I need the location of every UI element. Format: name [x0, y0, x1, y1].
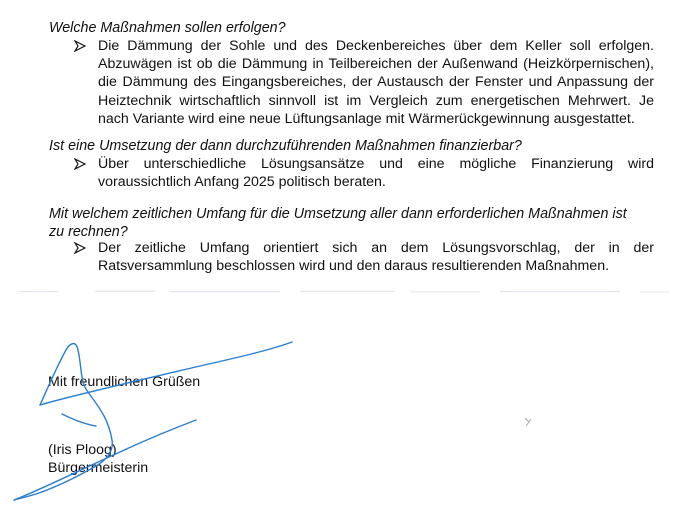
- question-2-line-1: Ist eine Umsetzung der dann durchzuführenden Maßnahmen finanzierbar?: [49, 138, 522, 154]
- answer-3-text: [98, 239, 654, 275]
- answer-3-line-1: Der zeitliche Umfang orientiert sich an dem Lösungsvorschlag, der in der: [98, 240, 654, 256]
- answer-1-line-2: Abzuwägen ist ob die Dämmung in Teilbereichen der Außenwand (Heizkörpernischen),: [98, 56, 654, 73]
- question-1: [49, 19, 661, 37]
- arrowhead-bullet-icon: [74, 40, 86, 52]
- signer-title: Bürgermeisterin: [48, 460, 149, 476]
- closing-greeting: Mit freundlichen Grüßen: [48, 374, 201, 390]
- question-3: [49, 205, 661, 242]
- answer-1-text: [98, 37, 654, 128]
- answer-1-line-5: nach Variante wird eine neue Lüftungsanlage mit Wärmerückgewinnung ausgestattet.: [98, 110, 635, 127]
- answer-2-line-1: Über unterschiedliche Lösungsansätze und eine mögliche Finanzierung wird: [98, 156, 654, 172]
- question-1-line-1: Welche Maßnahmen sollen erfolgen?: [49, 20, 286, 36]
- arrowhead-bullet-icon: [74, 158, 86, 170]
- question-3-line-1: Mit welchem zeitlichen Umfang für die Umsetzung aller dann erforderlichen Maßnahmen ist: [49, 206, 627, 222]
- signer-name: (Iris Ploog): [48, 442, 117, 458]
- arrowhead-bullet-icon: [74, 242, 86, 254]
- question-3-line-2: zu rechnen?: [49, 224, 128, 241]
- answer-3-line-2: Ratsversammlung beschlossen wird und den daraus resultierenden Maßnahmen.: [98, 258, 610, 275]
- scan-artifact-line: [0, 289, 690, 295]
- answer-1-line-3: die Dämmung des Eingangsbereiches, der Austausch der Fenster und Anpassung der: [98, 74, 654, 91]
- answer-2-text: [98, 155, 654, 191]
- scan-speck: [523, 416, 533, 428]
- answer-2-line-2: voraussichtlich Anfang 2025 politisch beraten.: [98, 174, 386, 191]
- answer-1-line-1: Die Dämmung der Sohle und des Deckenbereiches über dem Keller soll erfolgen.: [98, 38, 654, 54]
- answer-1-line-4: Heiztechnik wirtschaftlich sinnvoll ist im Vergleich zum energetischen Mehrwert. Je: [98, 92, 654, 109]
- question-2: [49, 137, 661, 155]
